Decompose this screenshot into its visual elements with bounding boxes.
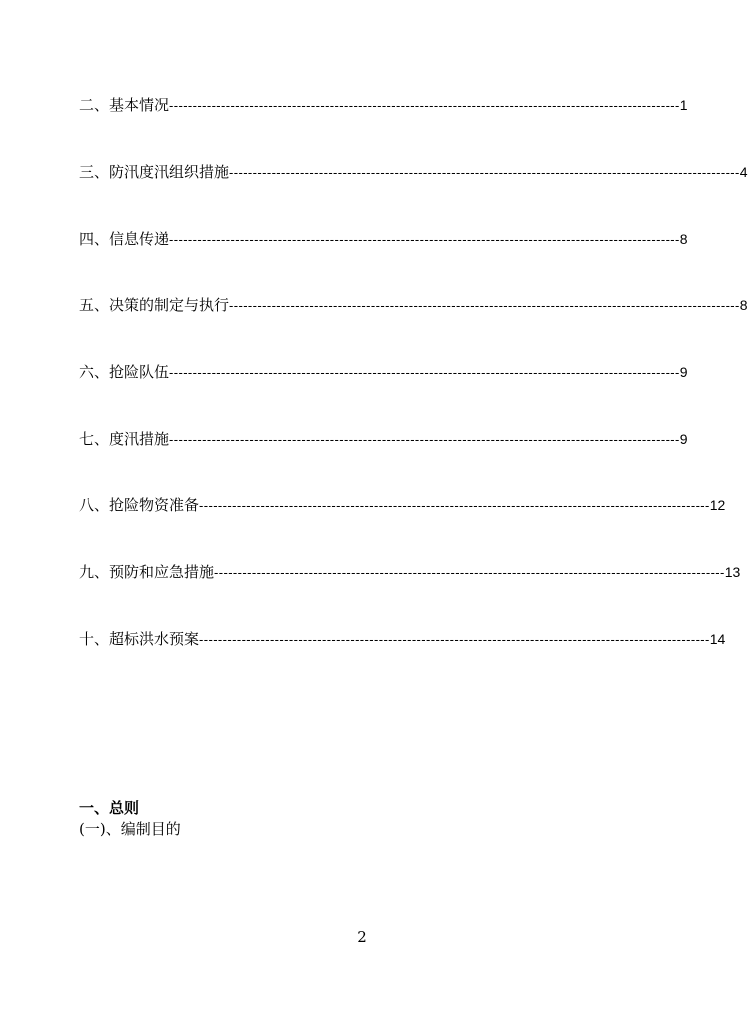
toc-page-number: 8 xyxy=(739,297,748,313)
toc-leader: ------------------------------------------------------------------------------------------------------------ xyxy=(229,165,740,180)
toc-line-3[interactable] xyxy=(79,161,748,183)
toc-line-5[interactable] xyxy=(79,294,748,316)
toc-line-9[interactable] xyxy=(79,561,741,583)
toc-leader: ------------------------------------------------------------------------------------------------------------ xyxy=(214,565,725,580)
toc-leader: ------------------------------------------------------------------------------------------------------------ xyxy=(199,632,710,647)
toc-line-8[interactable] xyxy=(79,494,726,516)
toc-page-number: 13 xyxy=(724,564,741,580)
toc-line-10[interactable] xyxy=(79,628,726,650)
page-number: 2 xyxy=(357,928,367,946)
toc-page-number: 1 xyxy=(679,97,688,113)
toc-line-7[interactable] xyxy=(79,428,688,450)
toc-label: 二、基本情况 xyxy=(79,96,170,114)
toc-label: 三、防汛度汛组织措施 xyxy=(79,163,230,181)
toc-page-number: 14 xyxy=(709,631,726,647)
toc-page-number: 9 xyxy=(679,431,688,447)
section-heading: 一、总则 xyxy=(79,799,140,817)
toc-label: 八、抢险物资准备 xyxy=(79,496,200,514)
toc-leader: ------------------------------------------------------------------------------------------------------------ xyxy=(169,365,680,380)
toc-leader: ------------------------------------------------------------------------------------------------------------ xyxy=(199,498,710,513)
toc-page-number: 9 xyxy=(679,364,688,380)
toc-label: 六、抢险队伍 xyxy=(79,363,170,381)
toc-page-number: 12 xyxy=(709,497,726,513)
toc-leader: ------------------------------------------------------------------------------------------------------------ xyxy=(169,98,680,113)
toc-label: 九、预防和应急措施 xyxy=(79,563,215,581)
toc-label: 四、信息传递 xyxy=(79,230,170,248)
toc-page-number: 8 xyxy=(679,231,688,247)
toc-line-4[interactable] xyxy=(79,228,688,250)
toc-label: 十、超标洪水预案 xyxy=(79,630,200,648)
toc-label: 七、度汛措施 xyxy=(79,430,170,448)
toc-leader: ------------------------------------------------------------------------------------------------------------ xyxy=(229,298,740,313)
toc-leader: ------------------------------------------------------------------------------------------------------------ xyxy=(169,232,680,247)
toc-leader: ------------------------------------------------------------------------------------------------------------ xyxy=(169,432,680,447)
toc-label: 五、决策的制定与执行 xyxy=(79,296,230,314)
toc-line-6[interactable] xyxy=(79,361,688,383)
toc-page-number: 4 xyxy=(739,164,748,180)
toc-line-2[interactable] xyxy=(79,94,688,116)
subsection-heading: (一)、编制目的 xyxy=(79,820,181,838)
